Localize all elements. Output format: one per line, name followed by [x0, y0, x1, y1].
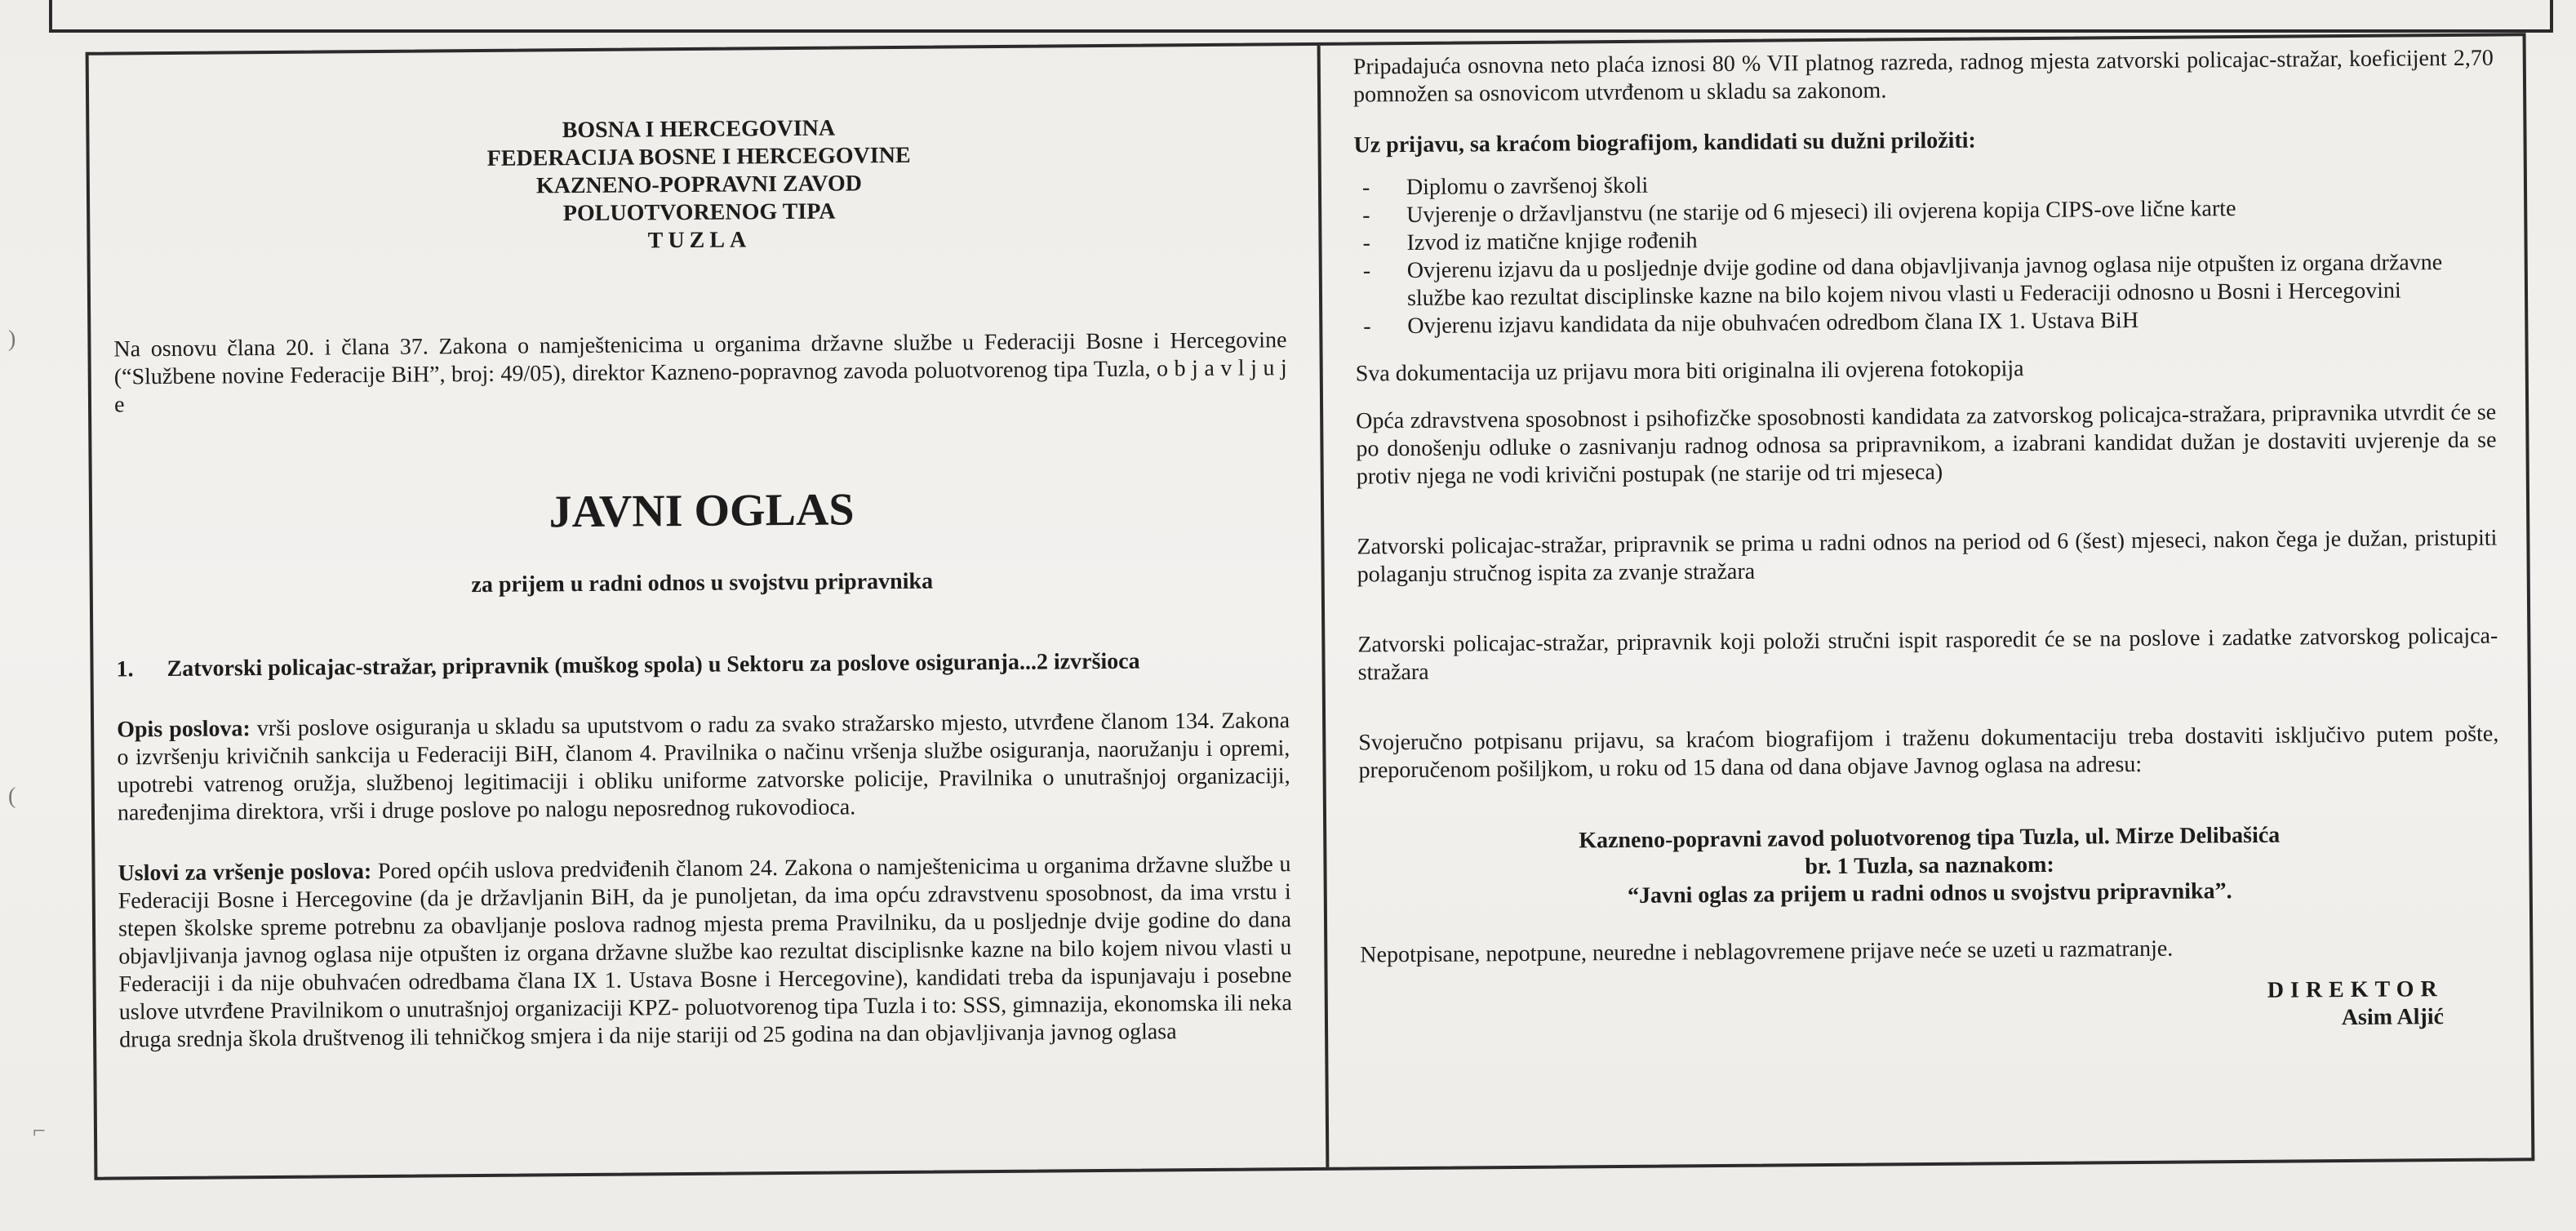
list-item: - Ovjerenu izjavu kandidata da nije obuhvaćen odredbom člana IX 1. Ustava BiH — [1363, 308, 2139, 340]
previous-ad-border — [49, 0, 2553, 33]
institution-header — [112, 111, 1286, 259]
documents-note: Sva dokumentacija uz prijavu mora biti originalna ili ovjerena fotokopija — [1355, 356, 2024, 387]
ad-frame — [86, 33, 2535, 1180]
margin-mark: ⌐ — [33, 1118, 46, 1144]
header-country: BOSNA I HERCEGOVINA — [562, 115, 836, 144]
job-description-label: Opis poslova: — [117, 716, 251, 743]
list-item: - Diplomu o završenoj školi — [1361, 172, 1649, 201]
job-conditions — [118, 851, 1292, 1054]
position-title: Zatvorski policajac-stražar, pripravnik (muškog spola) u Sektoru za poslove osiguranja...2 izvršioca — [167, 648, 1140, 682]
intro-paragraph: Na osnovu člana 20. i člana 37. Zakona o namještenicima u organima državne službe u Federaciji Bosne i Hercegovine (“Službene novine Federacije BiH”, broj: 49/05), direktor Kazneno-popravnog zavoda poluotvorenog tipa Tuzla, o b j a v l j u j e — [113, 327, 1287, 418]
documents-list — [1354, 166, 2496, 341]
health-paragraph: Opća zdravstvena sposobnost i psihofizčke sposobnosti kandidata za zatvorskog policajca-stražara, pripravnika utvrdit će se po donošenju odluke o zasnivanju radnog odnosa sa pripravnikom, a izabrani kandidat dužan je dostaviti uvjerenje da se protiv njega ne vodi krivični postupak (ne starije od tri mjeseca) — [1356, 399, 2497, 490]
job-conditions-label: Uslovi za vršenje poslova: — [118, 859, 372, 887]
documents-heading: Uz prijavu, sa kraćom biografijom, kandidati su dužni priložiti: — [1353, 127, 1976, 158]
header-federation: FEDERACIJA BOSNE I HERCEGOVINE — [486, 142, 911, 171]
final-note: Nepotpisane, nepotpune, neuredne i neblagovremene prijave neće se uzeti u razmatranje. — [1360, 935, 2174, 968]
ad-subtitle: za prijem u radni odnos u svojstvu pripravnika — [471, 568, 934, 598]
margin-mark: ( — [8, 784, 16, 809]
header-institution: KAZNENO-POPRAVNI ZAVOD — [535, 171, 863, 199]
address-line-1: Kazneno-popravni zavod poluotvorenog tipa Tuzla, ul. Mirze Delibašića — [1579, 822, 2281, 854]
assignment-paragraph: Zatvorski policajac-stražar, pripravnik koji položi stručni ispit rasporedit će se na poslove i zadatke zatvorskog policajca-stražara — [1357, 623, 2498, 686]
list-item: - Uvjerenje o državljanstvu (ne starije od 6 mjeseci) ili ovjerena kopija CIPS-ove lične karte — [1362, 196, 2236, 229]
address-line-2: br. 1 Tuzla, sa naznakom: — [1805, 851, 2054, 880]
job-description-text: vrši poslove osiguranja u skladu sa uputstvom o radu za svako stražarsko mjesto, utvrđene članom 134. Zakona o izvršenju krivičnih sankcija u Federaciji BiH, članom 4. Pravilnika o načinu vršenja službe osiguranja, naoružanju i opremi, upotrebi vatrenog oružja, službenoj legitimaciji i obliku uniforme zatvorske policije, Pravilnika o unutrašnjoj organizaciji, naređenjima direktora, vrši i druge poslove po nalogu neposrednog rukovodioca. — [117, 708, 1290, 826]
position-number: 1. — [116, 656, 134, 682]
ad-title: JAVNI OGLAS — [549, 484, 855, 538]
address-line-3: “Javni oglas za prijem u radni odnos u svojstvu pripravnika”. — [1627, 878, 2232, 909]
signature-role: DIREKTOR — [2267, 976, 2444, 1003]
left-column — [89, 46, 1326, 1177]
address-block — [1359, 820, 2500, 913]
signature-name: Asim Aljić — [2341, 1004, 2445, 1031]
period-paragraph: Zatvorski policajac-stražar, pripravnik se prima u radni odnos na period od 6 (šest) mjeseci, nakon čega je dužan, pristupiti polaganju stručnog ispita za zvanje stražara — [1357, 525, 2498, 588]
margin-mark: ) — [8, 327, 16, 352]
submission-paragraph: Svojeručno potpisanu prijavu, sa kraćom biografijom i traženu dokumentaciju treba dostaviti isključivo putem pošte, preporučenom pošiljkom, u roku od 15 dana od dana objave Javnog oglasa na adresu: — [1358, 721, 2499, 784]
header-type: POLUOTVORENOG TIPA — [562, 198, 836, 227]
right-column — [1317, 36, 2535, 1167]
list-item: - Ovjerenu izjavu da u posljednje dvije godine od dana objavljivanja javnog oglasa nije otpušten iz organa državne službe kao rezultat disciplinske kazne na bilo kojem nivou vlasti u Federaciji odnosno u Bosni i Hercegovini — [1362, 250, 2443, 312]
job-description — [117, 707, 1290, 827]
list-item: - Izvod iz matične knjige rođenih — [1362, 228, 1698, 256]
job-conditions-text: Pored općih uslova predviđenih članom 24. Zakona o namještenicima u organima državne službe u Federaciji Bosne i Hercegovine (da je državljanin BiH, da je punoljetan, da ima opću zdravstvenu sposobnost, da ima vrstu i stepen školske spreme potrebnu za obavljanje poslova radnog mjesta prema Pravilniku, da u posljednje dvije godine do dana objavljivanja javnog oglasa nije otpušten iz organa državne službe kao rezultat disciplisnke kazne na bilo kojem nivou vlasti u Federaciji i da nije obuhvaćen odredbama člana IX 1. Ustava Bosne i Hercegovine), kandidati treba da ispunjavaju i posebne uslove utvrđene Pravilnikom o unutrašnjoj organizaciji KPZ- poluotvorenog tipa Tuzla i to: SSS, gimnazija, ekonomska ili neka druga srednja škola društvenog ili tehničkog smjera i da nije stariji od 25 godina na dan objavljivanja javnog oglasa — [118, 851, 1292, 1053]
signature-block — [1361, 975, 2501, 1040]
position-heading — [116, 647, 1289, 683]
salary-paragraph: Pripadajuća osnovna neto plaća iznosi 80 % VII platnog razreda, radnog mjesta zatvorski policajac-stražar, koeficijent 2,70 pomnožen sa osnovicom utvrđenom u skladu sa zakonom. — [1352, 45, 2494, 108]
header-city: TUZLA — [647, 227, 752, 254]
